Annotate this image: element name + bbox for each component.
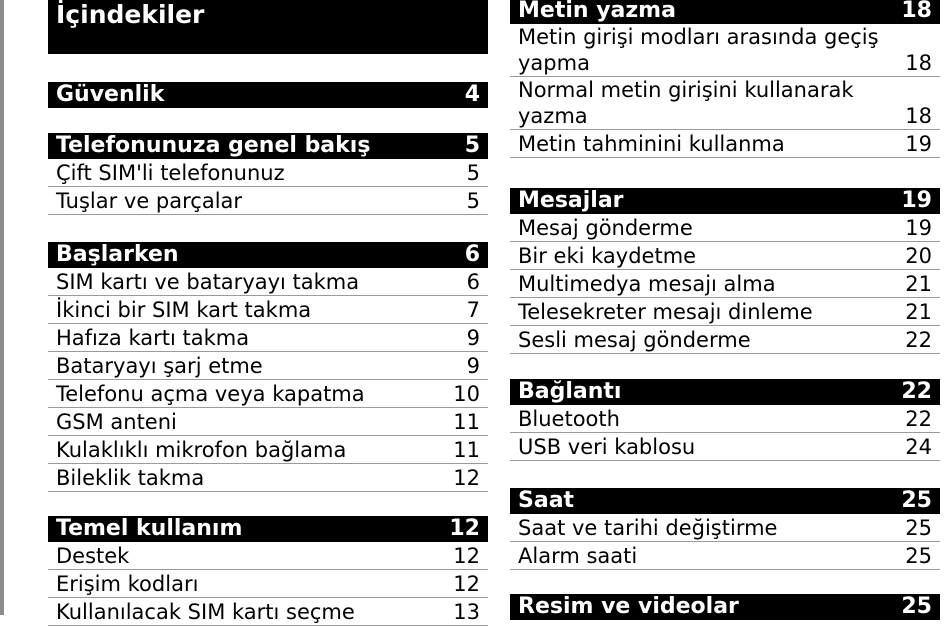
toc-entry[interactable] [510,242,940,270]
toc-entry[interactable] [48,352,488,380]
entry-label: Bataryayı şarj etme [56,354,263,378]
entry-label: Saat ve tarihi değiştirme [518,516,778,540]
entry-page: 20 [905,244,932,268]
toc-section-header[interactable] [510,488,940,514]
entry-page: 25 [905,544,932,568]
section-page: 22 [901,379,932,404]
entry-label: USB veri kablosu [518,435,696,459]
entry-label: Çift SIM'li telefonunuz [56,161,285,185]
section-title: Temel kullanım [56,516,243,541]
entry-label: Normal metin girişini kullanarak yazma [518,78,854,128]
toc-entry[interactable] [510,542,940,570]
entry-page: 18 [905,104,932,128]
entry-page: 24 [905,435,932,459]
entry-page: 12 [453,466,480,490]
entry-page: 11 [453,410,480,434]
section-title: Mesajlar [518,188,624,213]
entry-label: Tuşlar ve parçalar [56,189,243,213]
entry-page: 5 [466,161,480,185]
toc-entry[interactable] [48,436,488,464]
entry-page: 12 [453,572,480,596]
toc-entry[interactable] [48,380,488,408]
entry-page: 9 [466,326,480,350]
entry-page: 6 [466,270,480,294]
entry-page: 21 [905,272,932,296]
toc-entry[interactable] [510,130,940,158]
entry-label: Hafıza kartı takma [56,326,250,350]
toc-section-metin-yazma [510,0,940,158]
toc-section-baglanti [510,379,940,461]
entry-page: 19 [905,216,932,240]
entry-page: 7 [466,298,480,322]
toc-entry[interactable] [510,24,940,77]
entry-page: 11 [453,438,480,462]
toc-section-header[interactable] [48,133,488,159]
entry-page: 5 [466,189,480,213]
toc-section-header[interactable] [48,82,488,108]
section-title: Başlarken [56,242,179,267]
entry-label: Bluetooth [518,407,620,431]
toc-entry[interactable] [48,187,488,215]
entry-label: Mesaj gönderme [518,216,693,240]
toc-section-mesajlar [510,188,940,354]
entry-label: Telesekreter mesajı dinleme [518,300,813,324]
toc-section-header[interactable] [510,188,940,214]
toc-entry[interactable] [510,405,940,433]
toc-entry[interactable] [510,77,940,130]
toc-entry[interactable] [510,514,940,542]
entry-label: GSM anteni [56,410,177,434]
section-title: Güvenlik [56,82,165,107]
entry-page: 9 [466,354,480,378]
page-title: İçindekiler [48,0,488,54]
toc-entry[interactable] [510,433,940,461]
entry-page: 21 [905,300,932,324]
entry-page: 10 [453,382,480,406]
toc-entry[interactable] [48,542,488,570]
toc-entry[interactable] [48,408,488,436]
toc-left-column [48,0,488,624]
toc-entry[interactable] [48,159,488,187]
section-title: Telefonunuza genel bakış [56,133,371,158]
entry-label: Kullanılacak SIM kartı seçme [56,600,355,624]
section-page: 25 [901,488,932,513]
toc-section-header[interactable] [48,242,488,268]
entry-page: 12 [453,544,480,568]
entry-page: 18 [905,51,932,75]
entry-label: Bir eki kaydetme [518,244,697,268]
entry-label: Kulaklıklı mikrofon bağlama [56,438,347,462]
section-title: Resim ve videolar [518,594,739,619]
toc-entry[interactable] [48,324,488,352]
toc-entry[interactable] [510,326,940,354]
toc-section-saat [510,488,940,570]
section-page: 12 [449,516,480,541]
entry-page: 13 [453,600,480,624]
toc-section-header[interactable] [510,379,940,405]
toc-section-header[interactable] [510,0,940,24]
entry-page: 22 [905,407,932,431]
entry-page: 19 [905,132,932,156]
toc-section-genel-bakis [48,133,488,215]
toc-entry[interactable] [48,464,488,492]
entry-label: Destek [56,544,130,568]
section-page: 25 [901,594,932,619]
section-page: 4 [464,82,480,107]
entry-label: Multimedya mesajı alma [518,272,776,296]
entry-page: 25 [905,516,932,540]
toc-entry[interactable] [48,570,488,598]
section-title: Saat [518,488,575,513]
entry-label: Alarm saati [518,544,638,568]
toc-section-resim-videolar [510,594,940,620]
toc-section-header[interactable] [510,594,940,620]
entry-label: Bileklik takma [56,466,205,490]
entry-label: Telefonu açma veya kapatma [56,382,365,406]
toc-section-header[interactable] [48,516,488,542]
toc-entry[interactable] [510,270,940,298]
section-page: 19 [901,188,932,213]
section-title: Bağlantı [518,379,622,404]
entry-label: SIM kartı ve bataryayı takma [56,270,360,294]
entry-label: Erişim kodları [56,572,199,596]
toc-entry[interactable] [510,214,940,242]
page-edge-line [0,0,4,615]
toc-entry[interactable] [48,296,488,324]
section-page: 18 [901,0,932,23]
toc-section-guvenlik [48,82,488,108]
section-page: 6 [464,242,480,267]
entry-label: Metin tahminini kullanma [518,132,785,156]
toc-entry[interactable] [48,598,488,626]
toc-entry[interactable] [48,268,488,296]
entry-label: İkinci bir SIM kart takma [56,298,312,322]
entry-label: Metin girişi modları arasında geçiş yapma [518,25,879,75]
entry-page: 22 [905,328,932,352]
section-page: 5 [464,133,480,158]
section-title: Metin yazma [518,0,676,23]
entry-label: Sesli mesaj gönderme [518,328,751,352]
toc-entry[interactable] [510,298,940,326]
toc-section-temel-kullanim [48,516,488,626]
toc-section-baslarken [48,242,488,492]
